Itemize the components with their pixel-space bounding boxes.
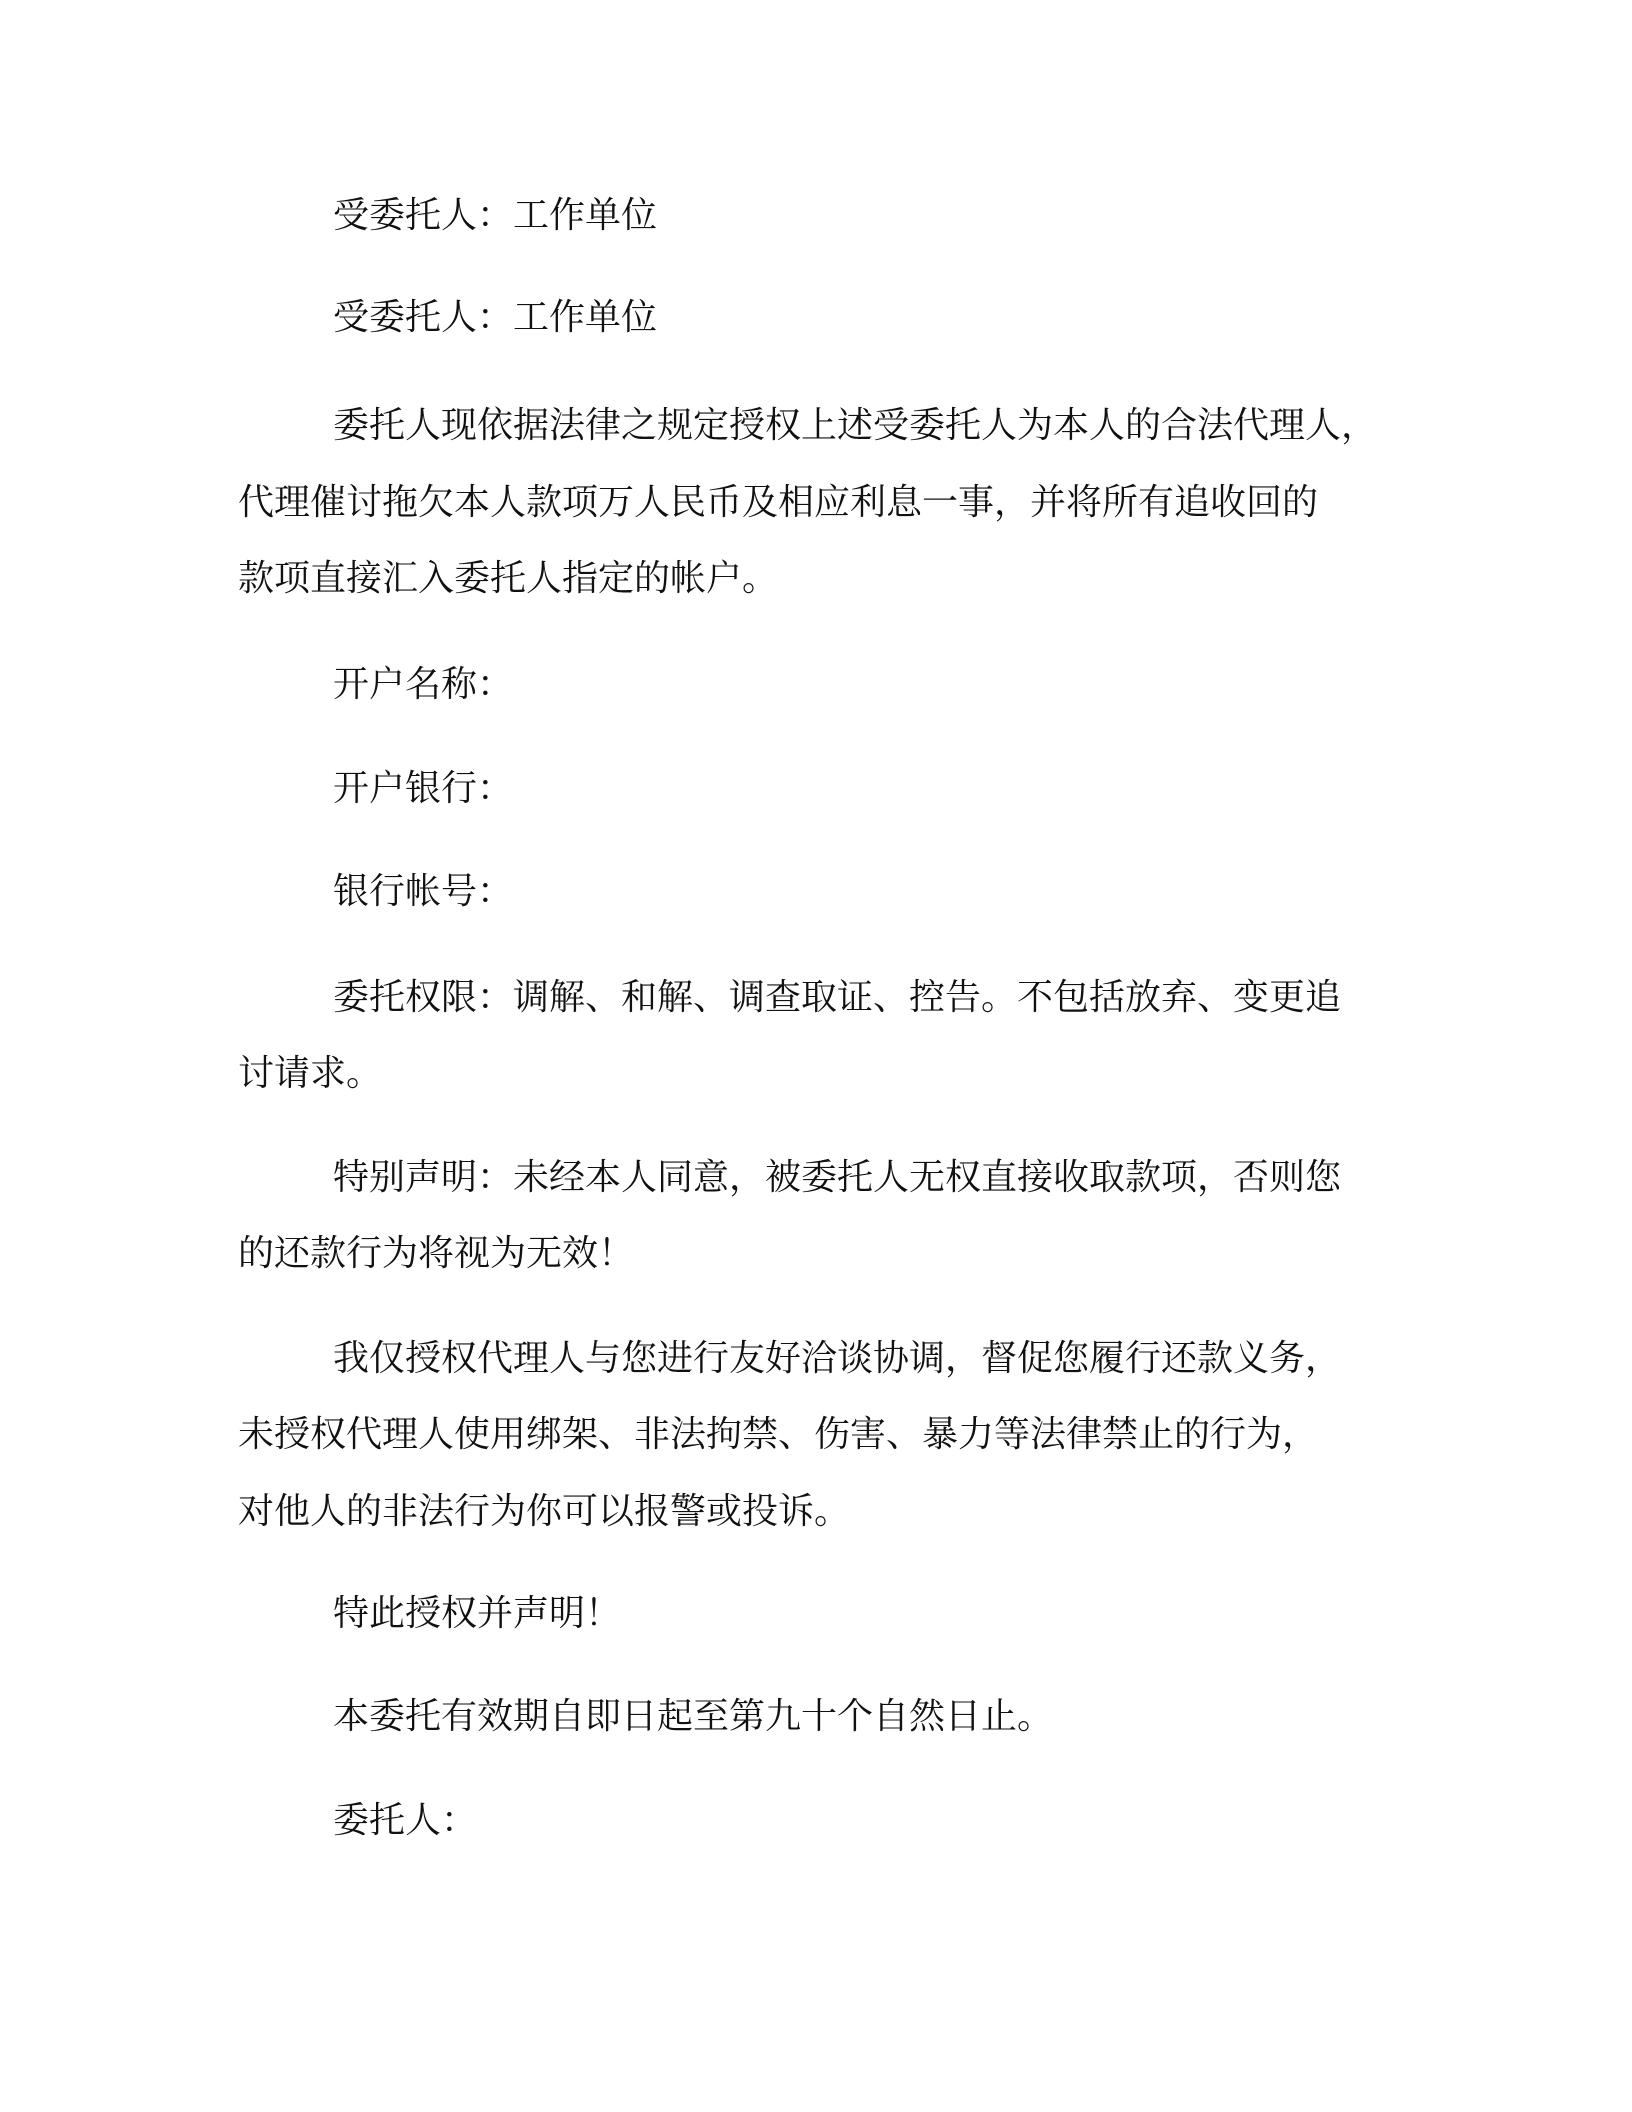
entrustee-line-1: 受委托人：工作单位 <box>333 195 658 236</box>
bank-label: 开户银行： <box>333 768 514 809</box>
entrustee-line-2: 受委托人：工作单位 <box>333 297 658 338</box>
conduct-paragraph-line-1: 我仅授权代理人与您进行友好洽谈协调，督促您履行还款义务， <box>333 1338 1342 1379</box>
account-name-label: 开户名称： <box>333 664 514 705</box>
authorization-paragraph-line-3: 款项直接汇入委托人指定的帐户。 <box>238 558 779 599</box>
declaration-line: 特此授权并声明！ <box>333 1593 622 1634</box>
conduct-paragraph-line-2: 未授权代理人使用绑架、非法拘禁、伤害、暴力等法律禁止的行为， <box>238 1414 1319 1455</box>
account-number-label: 银行帐号： <box>333 871 514 912</box>
scope-paragraph-line-1: 委托权限：调解、和解、调查取证、控告。不包括放弃、变更追 <box>333 977 1342 1018</box>
special-statement-line-2: 的还款行为将视为无效！ <box>238 1233 635 1274</box>
authorization-paragraph-line-1: 委托人现依据法律之规定授权上述受委托人为本人的合法代理人， <box>333 405 1378 446</box>
principal-label: 委托人： <box>333 1800 478 1841</box>
validity-line: 本委托有效期自即日起至第九十个自然日止。 <box>333 1696 1054 1737</box>
scope-paragraph-line-2: 讨请求。 <box>238 1053 383 1094</box>
special-statement-line-1: 特别声明：未经本人同意，被委托人无权直接收取款项，否则您 <box>333 1157 1342 1198</box>
authorization-paragraph-line-2: 代理催讨拖欠本人款项万人民币及相应利息一事，并将所有追收回的 <box>238 482 1319 523</box>
conduct-paragraph-line-3: 对他人的非法行为你可以报警或投诉。 <box>238 1491 851 1532</box>
